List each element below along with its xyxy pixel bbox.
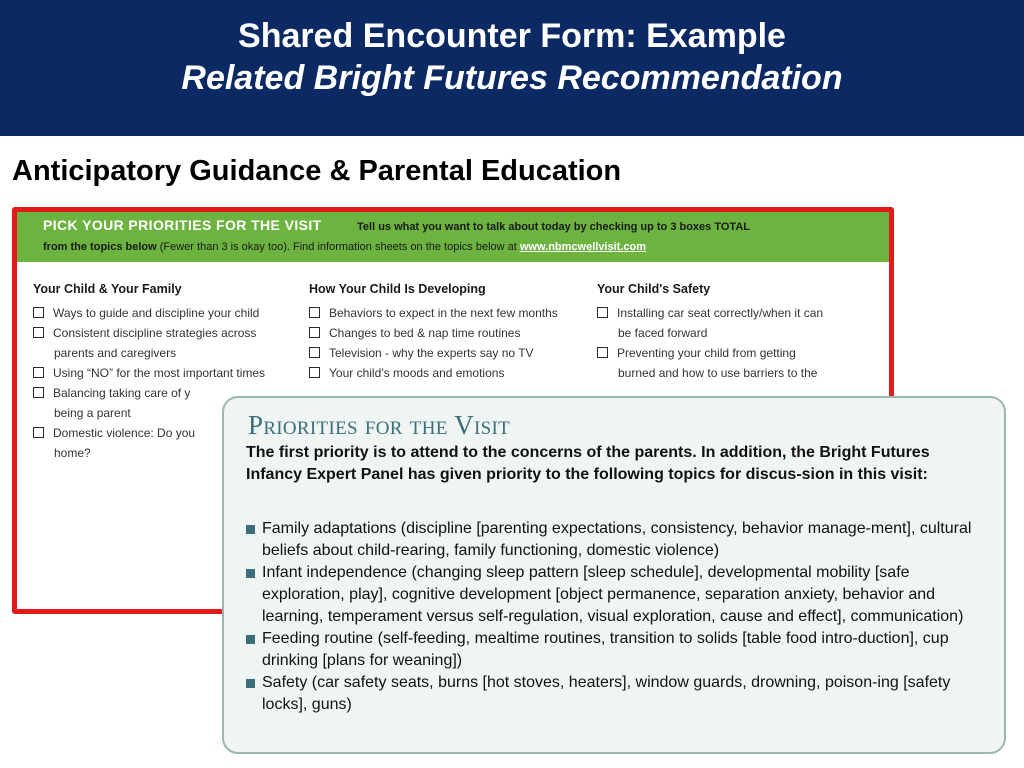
bullet-square-icon [246,569,255,578]
form-option-label-cont: be faced forward [618,326,708,340]
list-item [246,672,994,716]
checkbox-icon[interactable] [33,387,44,398]
form-option[interactable] [33,303,303,323]
bright-futures-title: Priorities for the Visit [248,410,511,440]
slide-subtitle: Related Bright Futures Recommendation [181,59,843,97]
slide-title: Shared Encounter Form: Example [238,17,786,55]
form-option-label: Domestic violence: Do you [53,426,196,440]
form-option[interactable] [33,363,303,383]
list-item-text: Safety (car safety seats, burns [hot stoves, heaters], window guards, drowning, poison-ing [safety locks], guns) [262,674,951,713]
form-option-label: Television - why the experts say no TV [329,346,534,360]
bright-futures-intro: The first priority is to attend to the concerns of the parents. In addition, the Bright Futures Infancy Expert Panel has given priority to the following topics for discus-sion in this visit: [246,444,930,483]
bright-futures-list [246,518,994,716]
form-column-heading: Your Child & Your Family [33,282,182,296]
form-option-label: Behaviors to expect in the next few months [329,306,558,320]
form-option[interactable] [309,363,589,383]
checkbox-icon[interactable] [309,367,320,378]
form-option[interactable] [309,343,589,363]
list-item [246,562,994,628]
form-option-label: Preventing your child from getting [617,346,796,360]
checkbox-icon[interactable] [309,327,320,338]
form-option-label: Installing car seat correctly/when it can [617,306,824,320]
bright-futures-box [222,396,1006,754]
form-option[interactable] [33,323,303,343]
form-option-label: Changes to bed & nap time routines [329,326,521,340]
list-item-text: Infant independence (changing sleep pattern [sleep schedule], developmental mobility [safe exploration, play], cognitive development [object permanence, separation anxiety, behavior and learning, temperament versus self-regulation, visual exploration, cause and effect], communication) [262,564,964,625]
form-option-label: Ways to guide and discipline your child [53,306,260,320]
form-banner-line2-bold: from the topics below [43,241,157,253]
form-banner [17,212,889,262]
list-item [246,628,994,672]
checkbox-icon[interactable] [33,307,44,318]
checkbox-icon[interactable] [33,427,44,438]
form-option[interactable] [309,303,589,323]
form-option-label-cont: parents and caregivers [54,346,177,360]
form-banner-line2 [43,241,646,253]
form-banner-link[interactable]: www.nbmcwellvisit.com [519,241,646,253]
form-option-label-cont: home? [54,446,91,460]
list-item-text: Family adaptations (discipline [parenting expectations, consistency, behavior manage-ment], cultural beliefs about child-rearing, family functioning, domestic violence) [262,520,972,559]
checkbox-icon[interactable] [33,367,44,378]
list-item [246,518,994,562]
checkbox-icon[interactable] [597,307,608,318]
form-column-heading: How Your Child Is Developing [309,282,486,296]
form-column-safety [597,282,877,383]
form-option[interactable] [597,303,877,323]
form-option-label: Your child’s moods and emotions [329,366,505,380]
bullet-square-icon [246,679,255,688]
checkbox-icon[interactable] [597,347,608,358]
form-option[interactable] [597,343,877,363]
form-banner-instruction: Tell us what you want to talk about today by checking up to 3 boxes TOTAL [357,221,750,233]
form-banner-line2-text: (Fewer than 3 is okay too). Find information sheets on the topics below at [156,241,520,253]
form-banner-title: PICK YOUR PRIORITIES FOR THE VISIT [43,217,322,233]
form-column-heading: Your Child's Safety [597,282,711,296]
form-option-label: Consistent discipline strategies across [53,326,257,340]
form-option[interactable] [309,323,589,343]
list-item-text: Feeding routine (self-feeding, mealtime routines, transition to solids [table food intro-duction], cup drinking [plans for weaning]) [262,630,949,669]
checkbox-icon[interactable] [309,347,320,358]
form-option-label: Balancing taking care of y [53,386,191,400]
slide-header [0,0,1024,136]
bullet-square-icon [246,635,255,644]
bullet-square-icon [246,525,255,534]
form-option-label-cont: burned and how to use barriers to the [618,366,818,380]
form-option-label: Using “NO” for the most important times [53,366,266,380]
form-column-development [309,282,589,383]
checkbox-icon[interactable] [309,307,320,318]
section-title: Anticipatory Guidance & Parental Education [12,155,622,187]
checkbox-icon[interactable] [33,327,44,338]
form-option-label-cont: being a parent [54,406,131,420]
